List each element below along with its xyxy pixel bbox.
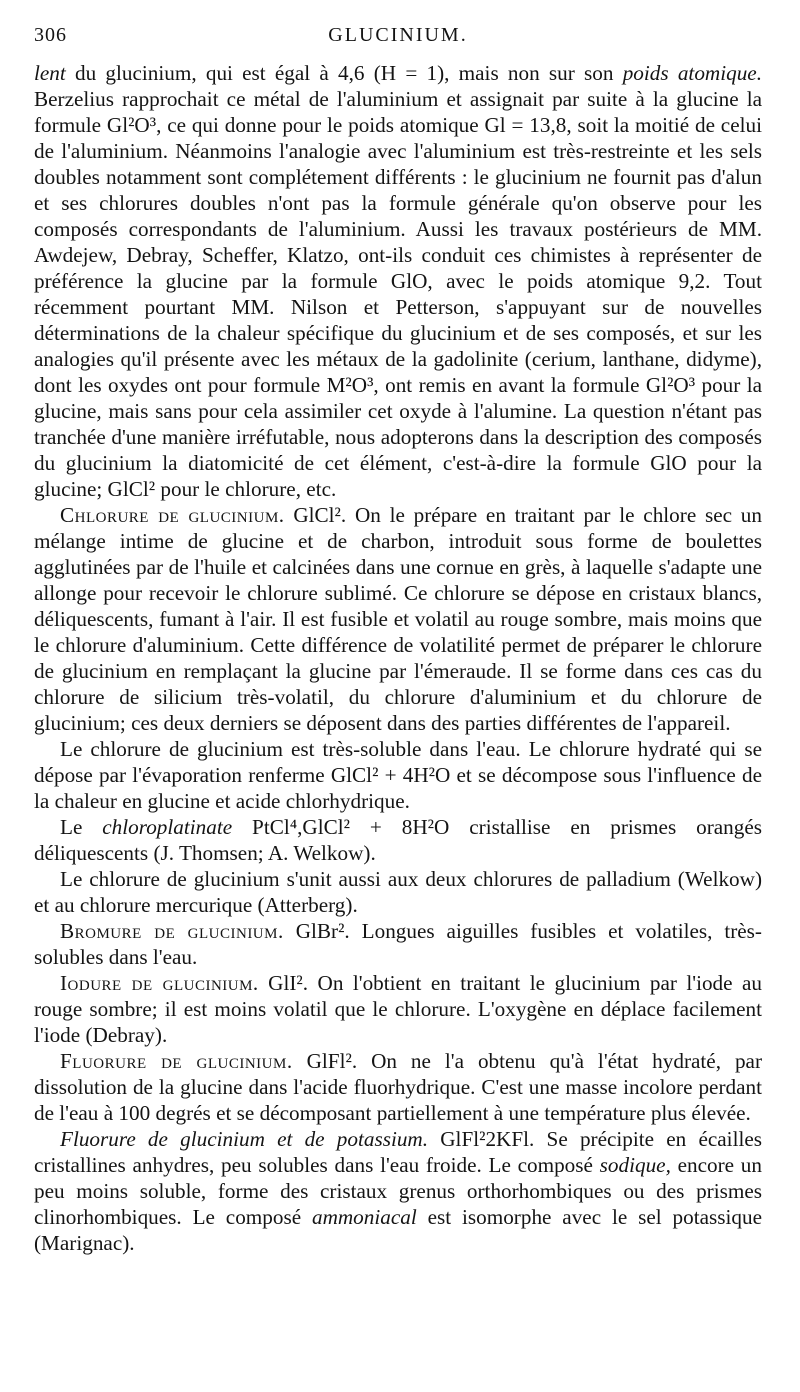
section-heading-chlorure: Chlorure de glucinium. <box>60 503 285 527</box>
section-heading-iodure: Iodure de glucinium. <box>60 971 259 995</box>
page-number: 306 <box>34 24 67 46</box>
paragraph-chloroplatinate: Le chloroplatinate PtCl⁴,GlCl² + 8H²O cristallise en prismes orangés déliquescents (J. Thomsen; A. Welkow). <box>34 815 762 865</box>
section-heading-fluorure: Fluorure de glucinium. <box>60 1049 293 1073</box>
italic-term: sodique, <box>599 1153 671 1177</box>
running-title: GLUCINIUM. <box>328 24 468 46</box>
paragraph-fluorure-potassium: Fluorure de glucinium et de potassium. GlFl²2KFl. Se précipite en écailles cristallines anhydres, peu solubles dans l'eau froide. Le composé sodique, encore un peu moins soluble, forme des cristaux grenus orthorhombiques ou des prismes clinorhombiques. Le composé ammoniacal est isomorphe avec le sel potassique (Marignac). <box>34 1127 762 1255</box>
paragraph-atomic-weight: lent du glucinium, qui est égal à 4,6 (H = 1), mais non sur son poids atomique. Berzelius rapprochait ce métal de l'aluminium et assignait par suite à la glucine la formule Gl²O³, ce qui donne pour le poids atomique Gl = 13,8, soit la moitié de celui de l'aluminium. Néanmoins l'analogie avec l'aluminium est très-restreinte et les sels doubles notamment sont complétement différents : le glucinium ne fournit pas d'alun et ses chlorures doubles n'ont pas la formule générale qu'on observe pour les composés correspondants de l'aluminium. Aussi les travaux postérieurs de MM. Awdejew, Debray, Scheffer, Klatzo, ont-ils conduit ces chimistes à représenter de préférence la glucine par la formule GlO, avec le poids atomique 9,2. Tout récemment pourtant MM. Nilson et Petterson, s'appuyant sur de nouvelles déterminations de la chaleur spécifique du glucinium et de ses composés, et sur les analogies qu'il présente avec les métaux de la gadolinite (cerium, lanthane, didyme), dont les oxydes ont pour formule M²O³, ont remis en avant la formule Gl²O³ pour la glucine, mais sans pour cela assimiler cet oxyde à l'alumine. La question n'étant pas tranchée d'une manière irréfutable, nous adopterons dans la description des composés du glucinium la diatomicité de cet élément, c'est-à-dire la formule GlO pour la glucine; GlCl² pour le chlorure, etc. <box>34 61 762 501</box>
italic-term: chloroplatinate <box>102 815 233 839</box>
paragraph-fluorure: Fluorure de glucinium. GlFl². On ne l'a obtenu qu'à l'état hydraté, par dissolution de la glucine dans l'acide fluorhydrique. C'est une masse incolore perdant de l'eau à 100 degrés et se décomposant partiellement à une température plus élevée. <box>34 1049 763 1125</box>
section-heading-bromure: Bromure de glucinium. <box>60 919 284 943</box>
paragraph-iodure: Iodure de glucinium. GlI². On l'obtient en traitant le glucinium par l'iode au rouge sombre; il est moins volatil que le chlorure. L'oxygène en déplace facilement l'iode (Debray). <box>34 971 762 1047</box>
paragraph-chlorure-hydrate: Le chlorure de glucinium est très-soluble dans l'eau. Le chlorure hydraté qui se dépose par l'évaporation renferme GlCl² + 4H²O et se décompose sous l'influence de la chaleur en glucine et acide chlorhydrique. <box>34 737 762 813</box>
paragraph-bromure: Bromure de glucinium. GlBr². Longues aiguilles fusibles et volatiles, très-solubles dans l'eau. <box>34 919 762 969</box>
page-header <box>34 22 762 50</box>
italic-phrase: poids atomique. <box>622 61 762 85</box>
paragraph-palladium: Le chlorure de glucinium s'unit aussi aux deux chlorures de palladium (Welkow) et au chlorure mercurique (Atterberg). <box>34 867 762 917</box>
paragraph-chlorure: Chlorure de glucinium. GlCl². On le prépare en traitant par le chlore sec un mélange intime de glucine et de charbon, introduit sous forme de boulettes agglutinées par de l'huile et calcinées dans une cornue en grès, à laquelle s'adapte une allonge pour recevoir le chlorure sublimé. Ce chlorure se dépose en cristaux blancs, déliquescents, fumant à l'air. Il est fusible et volatil au rouge sombre, mais moins que le chlorure d'aluminium. Cette différence de volatilité permet de préparer le chlorure de glucinium en remplaçant la glucine par l'émeraude. Il se forme dans ces cas du chlorure de silicium très-volatil, du chlorure d'aluminium et du chlorure de glucinium; ces deux derniers se déposent dans des parties différentes de l'appareil. <box>34 503 762 735</box>
italic-word: lent <box>34 61 66 85</box>
italic-term: ammoniacal <box>311 1205 417 1229</box>
italic-heading-fluorure-potassium: Fluorure de glucinium et de potassium. <box>60 1127 429 1151</box>
